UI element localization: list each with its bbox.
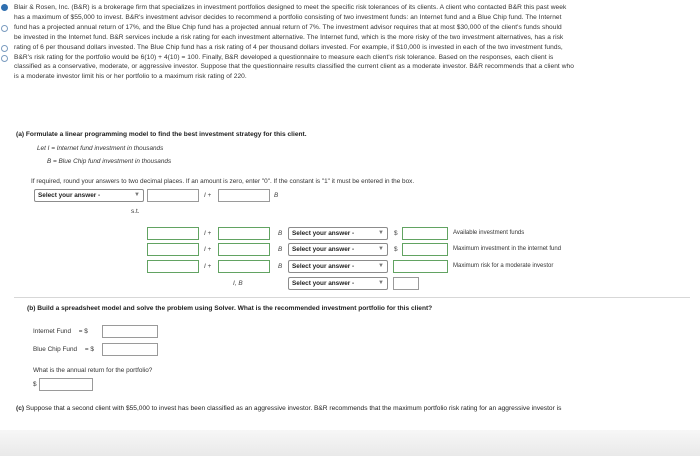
dollar-sign: $	[33, 381, 37, 388]
internet-fund-label	[33, 328, 88, 335]
var-i-symbol: I +	[204, 230, 212, 237]
chevron-down-icon: ▼	[378, 230, 384, 236]
section-divider	[14, 297, 690, 298]
c1-rhs-input[interactable]	[402, 227, 448, 240]
nonneg-rhs-input[interactable]	[393, 277, 419, 290]
c1-label: Available investment funds	[453, 230, 525, 236]
part-c-body: Suppose that a second client with $55,000 to invest has been classified as an aggressive investor. B&R recommends that the maximum portfolio risk rating for an aggressive investor is	[25, 405, 562, 412]
dollar-sign: $	[394, 230, 398, 237]
c3-rhs-input[interactable]	[393, 260, 448, 273]
dollar-sign: $	[394, 246, 398, 253]
intro-line: classified as a conservative, moderate, or aggressive investor. Suppose that the questionnaire results classified the current client as a moderate investor. B&R recommends that a client who	[14, 63, 574, 71]
objective-select[interactable]	[34, 189, 144, 202]
objective-select-value: Select your answer -	[38, 192, 101, 199]
question-marker-active[interactable]	[1, 4, 8, 11]
intro-line: fund has a projected annual return of 17%, and the Blue Chip fund has a projected annual return of 7%. The investment advisor requires that at most $30,000 of the client's funds should	[14, 23, 562, 31]
c2-relation-select[interactable]	[288, 243, 388, 256]
var-b-symbol: B	[278, 246, 283, 253]
c3-label: Maximum risk for a moderate investor	[453, 263, 554, 269]
objective-coef-i-input[interactable]	[147, 189, 199, 202]
nonneg-relation-value: Select your answer -	[292, 280, 355, 287]
var-b-symbol: B	[278, 263, 283, 270]
objective-coef-b-input[interactable]	[218, 189, 270, 202]
c2-rhs-input[interactable]	[402, 243, 448, 256]
part-b-heading: (b) Build a spreadsheet model and solve the problem using Solver. What is the recommended investment portfolio for this client?	[27, 305, 433, 312]
c3-relation-value: Select your answer -	[292, 263, 355, 270]
part-c-label: (c)	[16, 405, 25, 412]
c1-relation-select[interactable]	[288, 227, 388, 240]
var-i-symbol: I +	[204, 246, 212, 253]
bluechip-fund-label	[33, 346, 94, 353]
subject-to-label: s.t.	[131, 208, 140, 215]
let-i-definition: Let I = Internet fund investment in thousands	[37, 145, 164, 152]
equals-dollar: = $	[78, 328, 88, 335]
c2-coef-i-input[interactable]	[147, 243, 199, 256]
part-a-heading: (a) Formulate a linear programming model to find the best investment strategy for this client.	[16, 131, 307, 138]
bottom-bar	[0, 430, 700, 456]
c1-relation-value: Select your answer -	[292, 230, 355, 237]
rounding-note: If required, round your answers to two decimal places. If an amount is zero, enter "0". If the constant is "1" it must be entered in the box.	[31, 178, 415, 185]
c2-coef-b-input[interactable]	[218, 243, 270, 256]
intro-line: Blair & Rosen, Inc. (B&R) is a brokerage firm that specializes in investment portfolios designed to meet the specific risk tolerances of its clients. A client who contacted B&R this past week	[14, 4, 567, 11]
left-rail	[0, 0, 12, 456]
var-i-symbol: I +	[204, 192, 212, 199]
var-b-symbol: B	[278, 230, 283, 237]
c3-coef-b-input[interactable]	[218, 260, 270, 273]
problem-statement	[14, 3, 690, 82]
chevron-down-icon: ▼	[378, 246, 384, 252]
equals-dollar: = $	[84, 346, 94, 353]
question-marker[interactable]	[1, 55, 8, 62]
bluechip-fund-text: Blue Chip Fund	[33, 346, 78, 353]
question-marker[interactable]	[1, 25, 8, 32]
intro-line: B&R's risk rating for the portfolio would be 6(10) + 4(10) = 100. Finally, B&R developed a questionnaire to measure each client's risk tolerance. Based on the responses, each client is	[14, 53, 554, 61]
c2-label: Maximum investment in the internet fund	[453, 246, 562, 252]
c3-coef-i-input[interactable]	[147, 260, 199, 273]
c1-coef-b-input[interactable]	[218, 227, 270, 240]
annual-return-question: What is the annual return for the portfolio?	[33, 367, 153, 374]
c1-coef-i-input[interactable]	[147, 227, 199, 240]
question-marker[interactable]	[1, 45, 8, 52]
annual-return-input[interactable]	[39, 378, 93, 391]
internet-fund-input[interactable]	[102, 325, 158, 338]
chevron-down-icon: ▼	[378, 280, 384, 286]
internet-fund-text: Internet Fund	[33, 328, 72, 335]
intro-line: has a maximum of $55,000 to invest. B&R's investment advisor decides to recommend a portfolio consisting of two investment funds: an Internet fund and a Blue Chip fund. The Internet	[14, 13, 562, 21]
chevron-down-icon: ▼	[134, 192, 140, 198]
intro-line: is a moderate investor limit his or her portfolio to a maximum risk rating of 220.	[14, 73, 247, 81]
part-c-text	[16, 405, 696, 412]
chevron-down-icon: ▼	[378, 263, 384, 269]
intro-line: rating of 6 per thousand dollars invested. The Blue Chip fund has a risk rating of 4 per thousand dollars invested. For example, if $10,000 is invested in each of the two investment funds,	[14, 43, 563, 51]
nonneg-vars: I, B	[233, 280, 243, 287]
intro-line: be invested in the Internet fund. B&R services include a risk rating for each investment alternative. The Internet fund, which is the more risky of the two investment alternatives, has a risk	[14, 33, 564, 41]
nonneg-relation-select[interactable]	[288, 277, 388, 290]
bluechip-fund-input[interactable]	[102, 343, 158, 356]
var-b-symbol: B	[274, 192, 279, 199]
let-b-definition: B = Blue Chip fund investment in thousands	[47, 158, 172, 165]
var-i-symbol: I +	[204, 263, 212, 270]
c2-relation-value: Select your answer -	[292, 246, 355, 253]
c3-relation-select[interactable]	[288, 260, 388, 273]
